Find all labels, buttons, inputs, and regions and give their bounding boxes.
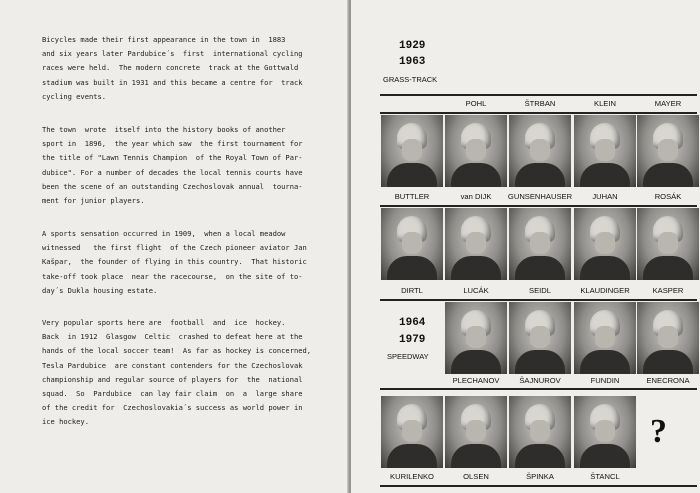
paragraph-line: The town wrote itself into the history books of another	[42, 125, 286, 134]
paragraph-line: cycling events.	[42, 91, 107, 101]
portrait-body	[451, 256, 501, 280]
portrait-face	[402, 139, 422, 161]
paragraph-line: Very popular sports here are football and ice hockey.	[42, 318, 286, 327]
rider-portrait	[637, 208, 699, 280]
paragraph-line: championship and regular source of players for the national	[42, 374, 303, 384]
paragraph-line: A sports sensation occurred in 1909, when a local meadow	[42, 229, 286, 238]
portrait-body	[515, 163, 565, 187]
rider-name: ŠTANCL	[590, 472, 620, 481]
portrait-face	[595, 420, 615, 442]
rider-name: MAYER	[654, 99, 682, 108]
rider-name: FUNDIN	[590, 376, 620, 385]
rider-portrait	[637, 302, 699, 374]
paragraph-line: squad. So Pardubice can lay fair claim on a large share	[42, 389, 303, 399]
rider-portrait	[445, 115, 507, 187]
paragraph-line: dubice". For a number of decades the local tennis courts have	[42, 167, 303, 177]
paragraph-line: ment for junior players.	[42, 196, 145, 206]
rider-name: ROSÁK	[654, 192, 682, 201]
paragraph	[42, 227, 308, 298]
portrait-face	[530, 326, 550, 348]
rider-portrait	[509, 396, 571, 468]
rider-portrait	[574, 115, 636, 187]
paragraph-line: races were held. The modern concrete track at the Gottwald	[42, 63, 299, 73]
paragraph	[42, 123, 308, 208]
rider-name: van DIJK	[460, 192, 492, 201]
rider-name: KLAUDINGER	[580, 286, 630, 295]
portrait-body	[387, 256, 437, 280]
rider-portrait	[637, 115, 699, 187]
portrait-body	[580, 256, 630, 280]
rider-portrait	[509, 115, 571, 187]
grass-track-label: GRASS-TRACK	[383, 75, 438, 84]
rider-name: PLECHANOV	[452, 376, 500, 385]
rider-portrait	[381, 208, 443, 280]
paragraph-line: witnessed the first flight of the Czech pioneer aviator Jan	[42, 243, 307, 253]
portrait-face	[402, 232, 422, 254]
portrait-face	[658, 139, 678, 161]
rider-name: ŠAJNUROV	[519, 376, 561, 385]
portrait-body	[643, 163, 693, 187]
portrait-face	[595, 232, 615, 254]
rider-name: ŠPINKA	[526, 472, 554, 481]
portrait-face	[530, 232, 550, 254]
portrait-face	[530, 139, 550, 161]
paragraph-line: day´s Dukla housing estate.	[42, 285, 158, 295]
portrait-face	[466, 326, 486, 348]
rider-portrait	[445, 396, 507, 468]
portrait-face	[530, 420, 550, 442]
rider-portrait	[445, 208, 507, 280]
portrait-body	[580, 350, 630, 374]
portrait-face	[658, 232, 678, 254]
speedway-year-end: 1979	[399, 334, 426, 346]
portrait-face	[658, 326, 678, 348]
portrait-body	[643, 256, 693, 280]
divider-line	[380, 205, 697, 207]
speedway-year-start: 1964	[399, 317, 426, 329]
rider-name: KASPER	[652, 286, 684, 295]
rider-name: POHL	[465, 99, 487, 108]
portrait-face	[595, 326, 615, 348]
speedway-label: SPEEDWAY	[387, 352, 429, 361]
portrait-face	[595, 139, 615, 161]
portrait-face	[466, 420, 486, 442]
portrait-body	[451, 444, 501, 468]
portrait-body	[387, 163, 437, 187]
portrait-body	[451, 350, 501, 374]
rider-portrait	[381, 115, 443, 187]
portrait-body	[451, 163, 501, 187]
rider-name: KLEIN	[594, 99, 616, 108]
paragraph-line: Tesla Pardubice are constant contenders for the Czechoslovak	[42, 360, 303, 370]
rider-portrait	[509, 208, 571, 280]
divider-line	[380, 112, 697, 114]
paragraph-line: stadium was built in 1931 and this became a centre for track	[42, 77, 303, 87]
portrait-body	[387, 444, 437, 468]
rider-name: LUCÁK	[463, 286, 489, 295]
portrait-body	[515, 444, 565, 468]
paragraph-line: Back in 1912 Glasgow Celtic crashed to defeat here at the	[42, 332, 303, 342]
rider-name: ŠTRBAN	[524, 99, 556, 108]
portrait-body	[643, 350, 693, 374]
paragraph-line: take-off took place near the racecourse, on the site of to-	[42, 271, 303, 281]
rider-portrait	[381, 396, 443, 468]
rider-name: SEIDL	[529, 286, 551, 295]
grass-track-year-end: 1963	[399, 56, 426, 68]
portrait-face	[466, 232, 486, 254]
paragraph-line: Kašpar, the founder of flying in this country. That historic	[42, 257, 307, 267]
rider-name: KURILENKO	[390, 472, 434, 481]
paragraph-line: the title of "Lawn Tennis Champion of the Royal Town of Par-	[42, 153, 303, 163]
paragraph-line: and six years later Pardubice´s first international cycling	[42, 49, 303, 59]
divider-line	[380, 299, 697, 301]
portrait-body	[580, 163, 630, 187]
portrait-face	[402, 420, 422, 442]
divider-line	[380, 485, 697, 487]
portrait-body	[515, 350, 565, 374]
rider-portrait	[574, 208, 636, 280]
rider-portrait	[574, 396, 636, 468]
rider-portrait	[574, 302, 636, 374]
paragraph-line: of the credit for Czechoslovakia´s success as world power in	[42, 403, 303, 413]
portrait-body	[580, 444, 630, 468]
paragraph	[42, 316, 312, 430]
rider-name: JUHAN	[592, 192, 618, 201]
rider-name: DIRTL	[401, 286, 423, 295]
divider-line	[380, 94, 697, 96]
rider-portrait	[445, 302, 507, 374]
paragraph-line: Bicycles made their first appearance in the town in 1883	[42, 35, 286, 44]
rider-name: GUNSENHAUSER	[507, 192, 573, 201]
grass-track-year-start: 1929	[399, 40, 426, 52]
paragraph	[42, 33, 308, 104]
portrait-face	[466, 139, 486, 161]
rider-name: ENECRONA	[646, 376, 690, 385]
paragraph-line: ice hockey.	[42, 417, 89, 427]
rider-portrait	[509, 302, 571, 374]
divider-line	[380, 388, 697, 390]
paragraph-line: hands of the local soccer team! As far as hockey is concerned,	[42, 346, 312, 356]
rider-name: BUTTLER	[394, 192, 430, 201]
paragraph-line: been the scene of an outstanding Czechoslovak annual tourna-	[42, 181, 303, 191]
rider-name: OLSEN	[463, 472, 489, 481]
portrait-body	[515, 256, 565, 280]
unknown-rider-question-mark: ?	[650, 413, 667, 450]
paragraph-line: sport in 1896, the year which saw the first tournament for	[42, 139, 303, 149]
